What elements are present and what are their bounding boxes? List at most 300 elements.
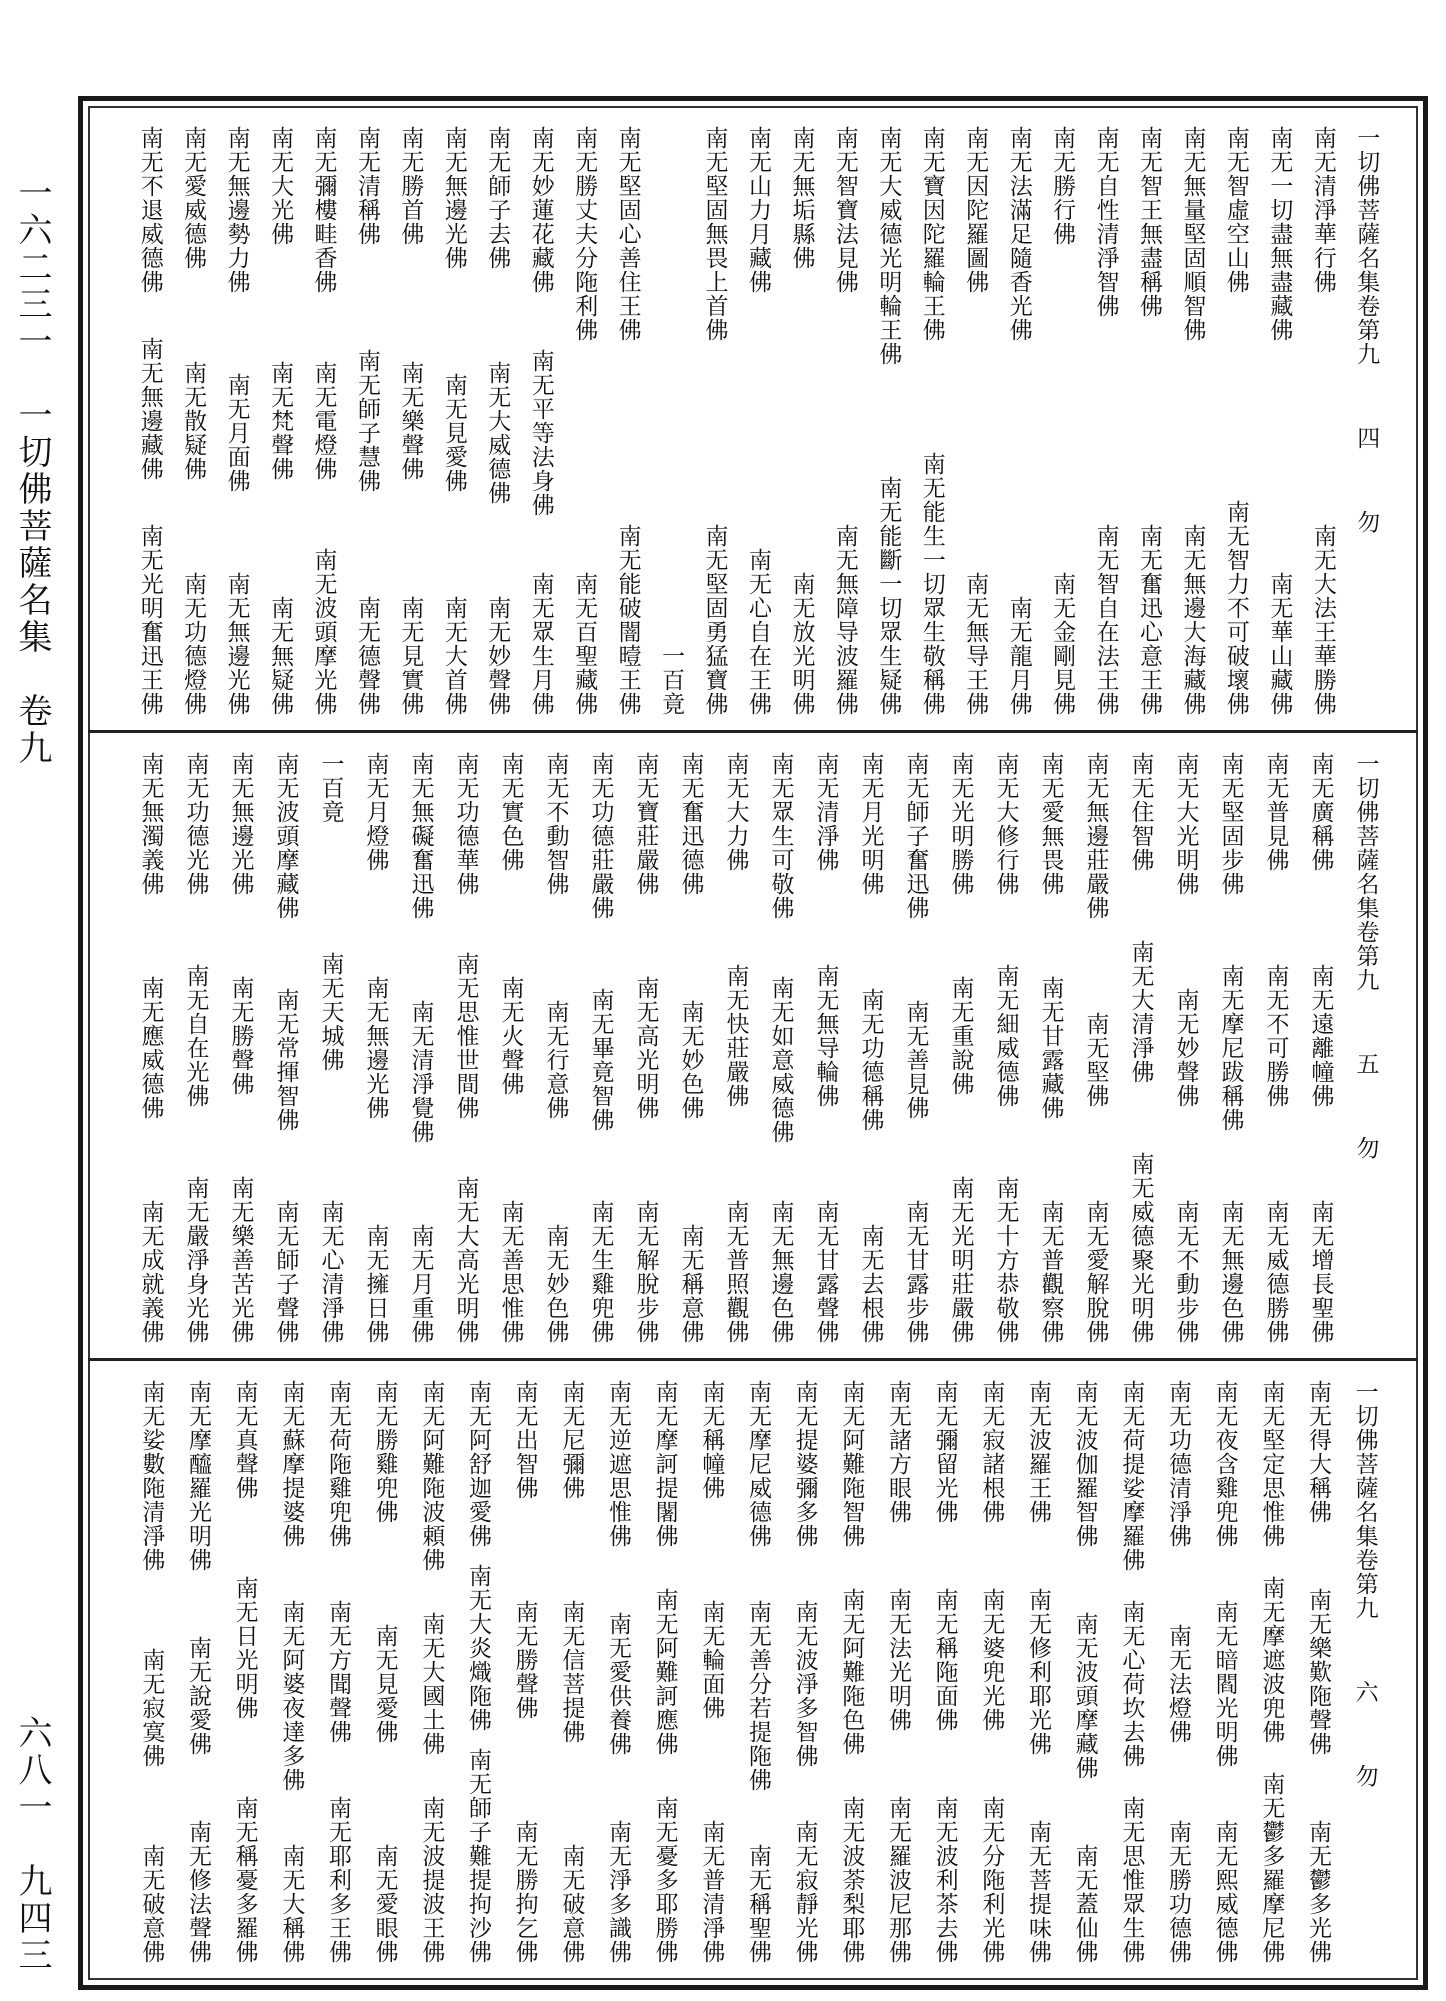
buddha-name: 南无阿難訶應佛: [651, 1588, 678, 1756]
buddha-name: 南无電燈佛: [310, 361, 337, 481]
buddha-name: 南无重說佛: [947, 976, 974, 1096]
buddha-name: 南无荷提娑摩羅佛: [1118, 1380, 1145, 1572]
text-column: [439, 126, 465, 716]
buddha-name: 南无妙色佛: [677, 1000, 704, 1120]
panel-middle-body: [90, 734, 1416, 1358]
buddha-name: 南无鬱多光佛: [1305, 1820, 1331, 1964]
buddha-name: 南无奮迅德佛: [677, 752, 704, 896]
text-column: [1261, 752, 1287, 1344]
buddha-name: 南无月面佛: [223, 373, 250, 493]
buddha-name: 南无清淨覺佛: [407, 1000, 434, 1144]
text-column: [230, 1380, 256, 1964]
buddha-name: 南无心荷坎去佛: [1118, 1600, 1145, 1768]
buddha-name: 南无暗閻光明佛: [1211, 1600, 1238, 1768]
buddha-name: 南无大光明佛: [1172, 752, 1199, 896]
buddha-name: 南无日光明佛: [231, 1576, 258, 1720]
buddha-name: 一切佛菩薩名集卷第九: [1353, 126, 1380, 366]
buddha-name: 南无月重佛: [407, 1224, 434, 1344]
buddha-name: 南无華山藏佛: [1266, 572, 1293, 716]
buddha-name: 南无無邊光佛: [223, 572, 250, 716]
text-column: [830, 126, 856, 716]
buddha-name: 南无大稱佛: [278, 1844, 305, 1964]
text-column: [786, 126, 815, 716]
buddha-name: 南无羅波尼那佛: [885, 1796, 911, 1964]
buddha-name: 南无波頭摩藏佛: [272, 752, 299, 920]
buddha-name: 南无住智佛: [1127, 752, 1154, 872]
buddha-name: 南无彌樓畦香佛: [310, 126, 337, 294]
buddha-name: 南无普見佛: [1262, 752, 1289, 872]
buddha-name: 南无成就義佛: [137, 1200, 164, 1344]
buddha-name: 南无波淨多智佛: [791, 1600, 818, 1768]
buddha-name: 南无荷陁雞兜佛: [325, 1380, 351, 1548]
panel-bottom-body: [90, 1362, 1416, 1978]
buddha-name: 南无稱意佛: [677, 1224, 704, 1344]
text-column: [1163, 1380, 1189, 1964]
buddha-name: 南无百聖藏佛: [571, 572, 598, 716]
buddha-name: 南无山力月藏佛: [745, 126, 771, 294]
buddha-name: 一百竟: [658, 644, 685, 716]
buddha-name: 南无稱陁面佛: [931, 1588, 958, 1732]
buddha-name: 南无無导輪佛: [812, 964, 839, 1108]
buddha-name: 南无智寶法見佛: [831, 126, 858, 294]
buddha-name: 南无阿難陁智佛: [838, 1380, 865, 1548]
buddha-name: 南无平等法身佛: [527, 349, 554, 517]
buddha-name: 南无夜含雞兜佛: [1211, 1380, 1238, 1548]
buddha-name: 南无普照觀佛: [722, 1200, 749, 1344]
buddha-name: 南无解脫步佛: [632, 1200, 659, 1344]
buddha-name: 南无擁日佛: [362, 1224, 389, 1344]
text-column: [183, 1380, 209, 1964]
text-column: [700, 126, 726, 716]
text-column: [181, 752, 207, 1344]
buddha-name: 南无德聲佛: [353, 596, 380, 716]
text-column: [696, 1380, 725, 1964]
text-column: [1256, 1380, 1285, 1964]
text-column: [541, 752, 567, 1344]
text-column: [496, 752, 522, 1344]
buddha-name: 南无大清淨佛: [1127, 940, 1154, 1084]
buddha-name: 南无波頭摩光佛: [310, 548, 337, 716]
buddha-name: 南无如意威德佛: [767, 976, 794, 1144]
buddha-name: 南无不可勝佛: [1262, 964, 1289, 1108]
text-column: [743, 1380, 769, 1964]
text-column: [1126, 752, 1152, 1344]
buddha-name: 一切佛菩薩名集卷第九: [1351, 1380, 1378, 1620]
text-column: [510, 1380, 536, 1964]
buddha-name: 南无無邊光佛: [362, 976, 389, 1120]
buddha-name: 南无見愛佛: [371, 1624, 398, 1744]
buddha-name: 南无甘露步佛: [902, 1200, 929, 1344]
buddha-name: 南无出智佛: [511, 1380, 538, 1500]
buddha-name: 南无不動步佛: [1172, 1200, 1199, 1344]
buddha-name: 南无菩提味佛: [1025, 1820, 1051, 1964]
buddha-name: 南无真聲佛: [231, 1380, 258, 1500]
panel-top: [90, 108, 1416, 730]
buddha-name: 勿: [1352, 1136, 1379, 1160]
buddha-name: 南无大修行佛: [992, 752, 1019, 896]
buddha-name: 南无功德光佛: [182, 752, 209, 896]
buddha-name: 南无天城佛: [317, 952, 344, 1072]
buddha-name: 南无光明莊嚴佛: [947, 1176, 974, 1344]
buddha-name: 南无十方恭敬佛: [992, 1176, 1019, 1344]
buddha-name: 南无輪面佛: [698, 1600, 725, 1720]
buddha-name: 南无說愛佛: [185, 1636, 211, 1756]
buddha-name: 南无見愛佛: [440, 373, 467, 493]
buddha-name: 南无遠離幢佛: [1307, 964, 1334, 1108]
buddha-name: 南无提婆彌多佛: [791, 1380, 818, 1548]
text-column: [451, 752, 477, 1344]
buddha-name: 南无普觀察佛: [1037, 1200, 1064, 1344]
buddha-name: 南无無障导波羅佛: [831, 524, 858, 716]
panel-separator-2: [88, 1358, 1418, 1361]
buddha-name: 南无見實佛: [397, 596, 424, 716]
buddha-name: 南无清稱佛: [353, 126, 380, 246]
buddha-name: 南无修利耶光佛: [1025, 1588, 1051, 1756]
text-column: [136, 752, 162, 1344]
buddha-name: 南无勝行佛: [1049, 126, 1076, 246]
buddha-name: 南无妙聲佛: [484, 596, 511, 716]
buddha-name: 六: [1351, 1680, 1378, 1704]
buddha-name: 勿: [1351, 1764, 1378, 1788]
text-column: [1351, 752, 1377, 1344]
text-column: [1116, 1380, 1145, 1964]
text-column: [743, 126, 769, 716]
panel-bottom: [90, 1362, 1416, 1978]
text-column: [416, 1380, 445, 1964]
text-column: [946, 752, 972, 1344]
text-column: [586, 752, 612, 1344]
text-column: [1171, 752, 1197, 1344]
buddha-name: 南无大首佛: [440, 596, 467, 716]
buddha-name: 南无法光明佛: [885, 1588, 911, 1732]
panel-middle: [90, 734, 1416, 1358]
text-column: [650, 1380, 676, 1964]
text-column: [556, 1380, 585, 1964]
buddha-name: 南无行意佛: [542, 1000, 569, 1120]
buddha-name: 南无彌留光佛: [931, 1380, 958, 1524]
buddha-name: 一切佛菩薩名集卷第九: [1352, 752, 1379, 992]
text-column: [976, 1380, 1005, 1964]
buddha-name: 南无清淨佛: [812, 752, 839, 872]
buddha-name: 南无寶莊嚴佛: [632, 752, 659, 896]
buddha-name: 南无甘露聲佛: [812, 1200, 839, 1344]
text-column: [316, 752, 342, 1344]
text-column: [361, 752, 387, 1344]
buddha-name: 南无放光明佛: [788, 572, 815, 716]
buddha-name: 南无功德莊嚴佛: [587, 752, 614, 920]
text-column: [790, 1380, 816, 1964]
buddha-name: 南无高光明佛: [632, 976, 659, 1120]
text-column: [1091, 126, 1117, 716]
text-column: [656, 126, 685, 716]
buddha-name: 南无寂寞佛: [138, 1648, 165, 1768]
buddha-name: 南无勝丈夫分陁利佛: [571, 126, 598, 342]
buddha-name: 南无得大稱佛: [1305, 1380, 1331, 1524]
text-column: [463, 1380, 489, 1964]
buddha-name: 南无大炎熾陁佛: [465, 1564, 491, 1732]
buddha-name: 南无阿難陁波頼佛: [418, 1380, 445, 1572]
text-column: [991, 752, 1017, 1344]
text-column: [1134, 126, 1163, 716]
text-column: [370, 1380, 396, 1964]
buddha-name: 南无波提波王佛: [418, 1796, 445, 1964]
buddha-name: 南无蘇摩提婆佛: [278, 1380, 305, 1548]
text-column: [1303, 1380, 1329, 1964]
buddha-name: 南无善思惟佛: [497, 1200, 524, 1344]
buddha-name: 南无娑數陁清淨佛: [138, 1380, 165, 1572]
buddha-name: 南无憂多耶勝佛: [651, 1796, 678, 1964]
buddha-name: 南无龍月佛: [1005, 596, 1032, 716]
buddha-name: 南无鬱多羅摩尼佛: [1258, 1772, 1285, 1964]
text-column: [766, 752, 792, 1344]
buddha-name: 南无火聲佛: [497, 976, 524, 1096]
text-column: [569, 126, 598, 716]
left-margin-caption: 一六二三一 一切佛菩薩名集 卷九: [12, 175, 52, 767]
text-column: [1308, 126, 1334, 716]
text-column: [930, 1380, 956, 1964]
buddha-name: 南无功德燈佛: [180, 572, 207, 716]
buddha-name: 南无智虛空山佛: [1222, 126, 1249, 294]
buddha-name: 南无善見佛: [902, 1000, 929, 1120]
buddha-name: 南无思惟眾生佛: [1118, 1796, 1145, 1964]
buddha-name: 南无細威德佛: [992, 964, 1019, 1108]
buddha-name: 南无波荼梨耶佛: [838, 1796, 865, 1964]
buddha-name: 南无無礙奮迅佛: [407, 752, 434, 920]
buddha-name: 南无智自在法王佛: [1092, 524, 1119, 716]
buddha-name: 南无廣稱佛: [1307, 752, 1334, 872]
buddha-name: 南无破意佛: [138, 1844, 165, 1964]
text-column: [395, 126, 424, 716]
buddha-name: 南无分陁利光佛: [978, 1796, 1005, 1964]
buddha-name: 南无淨多識佛: [605, 1820, 631, 1964]
buddha-name: 南无無垢縣佛: [788, 126, 815, 270]
buddha-name: 南无勝拘乞佛: [511, 1820, 538, 1964]
text-column: [1210, 1380, 1236, 1964]
buddha-name: 南无一切盡無盡藏佛: [1266, 126, 1293, 342]
buddha-name: 南无無邊光佛: [227, 752, 254, 896]
buddha-name: 南无無邊莊嚴佛: [1082, 752, 1109, 920]
buddha-name: 南无大法王華勝佛: [1309, 524, 1336, 716]
buddha-name: 南无因陀羅圖佛: [962, 126, 989, 294]
text-column: [960, 126, 989, 716]
buddha-name: 南无快莊嚴佛: [722, 964, 749, 1108]
text-column: [1004, 126, 1030, 716]
buddha-name: 南无普清淨佛: [698, 1820, 725, 1964]
buddha-name: 南无妙色佛: [542, 1224, 569, 1344]
buddha-name: 南无稱聖佛: [745, 1844, 771, 1964]
buddha-name: 南无信菩提佛: [558, 1600, 585, 1744]
buddha-name: 南无阿婆夜達多佛: [278, 1600, 305, 1792]
buddha-name: 南无師子奮迅佛: [902, 752, 929, 920]
text-column: [856, 752, 882, 1344]
buddha-name: 南无不動智佛: [542, 752, 569, 896]
buddha-name: 南无甘露藏佛: [1037, 976, 1064, 1120]
buddha-name: 南无寂靜光佛: [791, 1820, 818, 1964]
buddha-name: 南无光明勝佛: [947, 752, 974, 896]
buddha-name: 南无大威德佛: [484, 361, 511, 505]
buddha-name: 南无增長聖佛: [1307, 1200, 1334, 1344]
buddha-name: 南无稱憂多羅佛: [231, 1796, 258, 1964]
buddha-name: 南无堅定思惟佛: [1258, 1380, 1285, 1548]
buddha-name: 南无智力不可破壞佛: [1222, 500, 1249, 716]
buddha-name: 南无阿舒迦愛佛: [465, 1380, 491, 1548]
text-column: [811, 752, 837, 1344]
text-column: [309, 126, 335, 716]
buddha-name: 南无無邊光佛: [440, 126, 467, 270]
buddha-name: 南无善分若提陁佛: [745, 1600, 771, 1792]
buddha-name: 南无勝聲佛: [511, 1600, 538, 1720]
buddha-name: 南无去根佛: [857, 1224, 884, 1344]
buddha-name: 南无無濁義佛: [137, 752, 164, 896]
text-column: [603, 1380, 629, 1964]
buddha-name: 南无光明奮迅王佛: [136, 524, 163, 716]
text-column: [1023, 1380, 1049, 1964]
text-column: [226, 752, 252, 1344]
text-column: [1351, 126, 1380, 716]
text-column: [526, 126, 552, 716]
buddha-name: 南无威德聚光明佛: [1127, 1152, 1154, 1344]
text-column: [352, 126, 378, 716]
buddha-name: 南无大國土佛: [418, 1612, 445, 1756]
buddha-name: 南无堅固勇猛寶佛: [701, 524, 728, 716]
buddha-name: 南无堅固心善住王佛: [614, 126, 641, 342]
text-column: [1221, 126, 1247, 716]
text-column: [271, 752, 297, 1344]
buddha-name: 南无諸方眼佛: [885, 1380, 911, 1524]
buddha-name: 勿: [1353, 510, 1380, 534]
buddha-name: 南无法滿足隨香光佛: [1005, 126, 1032, 342]
buddha-name: 南无波頭摩藏佛: [1071, 1612, 1098, 1780]
buddha-name: 南无波羅王佛: [1025, 1380, 1051, 1524]
buddha-name: 南无寂諸根佛: [978, 1380, 1005, 1524]
buddha-name: 南无摩訶提闍佛: [651, 1380, 678, 1548]
buddha-name: 南无大高光明佛: [452, 1176, 479, 1344]
buddha-name: 南无愛解脫佛: [1082, 1200, 1109, 1344]
buddha-name: 南无無量堅固順智佛: [1179, 126, 1206, 342]
buddha-name: 南无妙聲佛: [1172, 988, 1199, 1108]
buddha-name: 四: [1353, 426, 1380, 450]
text-column: [276, 1380, 305, 1964]
text-column: [1047, 126, 1076, 716]
buddha-name: 南无思惟世間佛: [452, 952, 479, 1120]
buddha-name: 南无樂歎陁聲佛: [1305, 1588, 1331, 1756]
buddha-name: 南无堅固無畏上首佛: [701, 126, 728, 342]
buddha-name: 南无方聞聲佛: [325, 1600, 351, 1744]
buddha-name: 南无月燈佛: [362, 752, 389, 872]
buddha-name: 南无寶因陀羅輪王佛: [918, 126, 945, 342]
text-column: [721, 752, 747, 1344]
buddha-name: 南无師子慧佛: [353, 349, 380, 493]
buddha-name: 南无功德華佛: [452, 752, 479, 896]
buddha-name: 南无梵聲佛: [267, 361, 294, 481]
text-column: [265, 126, 294, 716]
text-column: [873, 126, 902, 716]
text-column: [631, 752, 657, 1344]
text-column: [917, 126, 943, 716]
buddha-name: 南无清淨華行佛: [1309, 126, 1336, 294]
buddha-name: 南无自在光佛: [182, 964, 209, 1108]
buddha-name: 南无蓋仙佛: [1071, 1844, 1098, 1964]
text-column: [1036, 752, 1062, 1344]
buddha-name: 南无妙蓮花藏佛: [527, 126, 554, 294]
buddha-name: 南无應威德佛: [137, 976, 164, 1120]
text-column: [1177, 126, 1206, 716]
buddha-name: 南无修法聲佛: [185, 1820, 211, 1964]
buddha-name: 南无能生一切眾生敬稱佛: [918, 452, 945, 716]
buddha-name: 南无無疑佛: [267, 596, 294, 716]
text-column: [836, 1380, 865, 1964]
buddha-name: 南无無邊色佛: [767, 1200, 794, 1344]
buddha-name: 南无摩醯羅光明佛: [185, 1380, 211, 1572]
buddha-name: 南无奮迅心意王佛: [1136, 524, 1163, 716]
buddha-name: 南无愛供養佛: [605, 1612, 631, 1756]
right-margin-caption: 六八一 九四三: [12, 1715, 52, 1974]
buddha-name: 南无阿難陁色佛: [838, 1588, 865, 1756]
buddha-name: 南无心清淨佛: [317, 1200, 344, 1344]
buddha-name: 南无畢竟智佛: [587, 988, 614, 1132]
text-column: [883, 1380, 909, 1964]
buddha-name: 南无勝首佛: [397, 126, 424, 246]
buddha-name: 南无堅佛: [1082, 1012, 1109, 1108]
buddha-name: 南无樂善苦光佛: [227, 1176, 254, 1344]
buddha-name: 南无常揮智佛: [272, 988, 299, 1132]
buddha-name: 五: [1352, 1052, 1379, 1076]
text-column: [901, 752, 927, 1344]
text-column: [406, 752, 432, 1344]
buddha-name: 南无婆兜光佛: [978, 1588, 1005, 1732]
buddha-name: 南无無邊色佛: [1217, 1200, 1244, 1344]
buddha-name: 南无逆遮思惟佛: [605, 1380, 631, 1548]
buddha-name: 南无散疑佛: [180, 361, 207, 481]
buddha-name: 南无摩尼威德佛: [745, 1380, 771, 1548]
buddha-name: 南无無邊勢力佛: [223, 126, 250, 294]
text-column: [1070, 1380, 1096, 1964]
text-column: [613, 126, 639, 716]
buddha-name: 南无眾生月佛: [527, 572, 554, 716]
text-column: [1216, 752, 1242, 1344]
buddha-name: 南无樂聲佛: [397, 361, 424, 481]
text-column: [1306, 752, 1332, 1344]
text-column: [135, 126, 161, 716]
buddha-name: 南无大力佛: [722, 752, 749, 872]
buddha-name: 南无實色佛: [497, 752, 524, 872]
buddha-name: 南无愛無畏佛: [1037, 752, 1064, 896]
text-column: [136, 1380, 165, 1964]
buddha-name: 南无智王無盡稱佛: [1136, 126, 1163, 318]
buddha-name: 南无勝聲佛: [227, 976, 254, 1096]
buddha-name: 南无勝雞兜佛: [371, 1380, 398, 1524]
buddha-name: 南无無邊大海藏佛: [1179, 524, 1206, 716]
buddha-name: 南无金剛見佛: [1049, 572, 1076, 716]
buddha-name: 南无眾生可敬佛: [767, 752, 794, 920]
buddha-name: 南无堅固步佛: [1217, 752, 1244, 896]
buddha-name: 一百竟: [317, 752, 344, 824]
panel-top-body: [90, 108, 1416, 730]
buddha-name: 南无功德清淨佛: [1165, 1380, 1191, 1548]
buddha-name: 南无耶利多王佛: [325, 1796, 351, 1964]
buddha-name: 南无稱幢佛: [698, 1380, 725, 1500]
buddha-name: 南无勝功德佛: [1165, 1820, 1191, 1964]
buddha-name: 南无心自在王佛: [745, 548, 771, 716]
buddha-name: 南无無导王佛: [962, 572, 989, 716]
buddha-name: 南无摩尼跋稱佛: [1217, 964, 1244, 1132]
buddha-name: 南无功德稱佛: [857, 988, 884, 1132]
buddha-name: 南无無邊藏佛: [136, 337, 163, 481]
text-column: [1264, 126, 1293, 716]
buddha-name: 南无波伽羅智佛: [1071, 1380, 1098, 1548]
panel-separator-1: [88, 730, 1418, 733]
text-column: [1081, 752, 1107, 1344]
